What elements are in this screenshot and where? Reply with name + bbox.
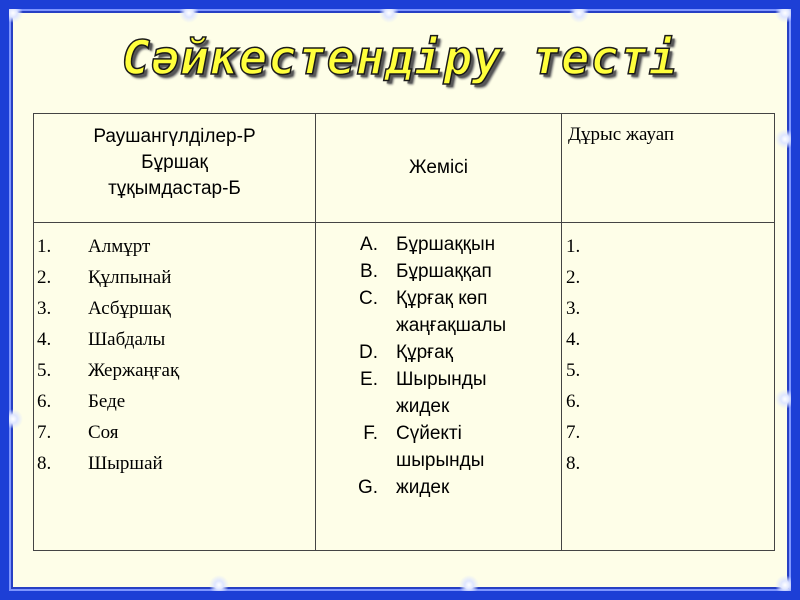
- list-item: [316, 366, 561, 393]
- option-letter: C.: [359, 288, 378, 309]
- list-item: [316, 339, 561, 366]
- list-item: [34, 262, 315, 293]
- answer-slot: [562, 417, 774, 448]
- answers-cell: [562, 223, 775, 551]
- fruit-name: жаңғақшалы: [396, 315, 507, 336]
- header-plant-families: [34, 114, 316, 223]
- sparkle-decoration: [209, 575, 229, 595]
- answer-number: 3.: [566, 298, 581, 319]
- list-item: [34, 417, 315, 448]
- fruits-cell: [316, 223, 562, 551]
- fruit-name: Құрғақ: [396, 342, 453, 363]
- sparkle-decoration: [775, 3, 795, 23]
- plant-name: Құлпынай: [88, 267, 172, 288]
- list-item: [34, 448, 315, 479]
- slide-title: Сәйкестендіру тесті: [121, 31, 679, 86]
- list-item-continuation: [316, 447, 561, 474]
- sparkle-decoration: [3, 409, 23, 429]
- answer-slot: [562, 448, 774, 479]
- list-item: [316, 474, 561, 501]
- answer-number: 7.: [566, 422, 581, 443]
- answer-list: [562, 223, 774, 479]
- fruit-name: Сүйекті: [396, 423, 462, 444]
- plant-list: [34, 223, 315, 479]
- table-header-row: [34, 114, 775, 223]
- answer-number: 2.: [566, 267, 581, 288]
- answer-slot: [562, 324, 774, 355]
- option-letter-blank: [316, 312, 396, 339]
- sparkle-decoration: [775, 389, 795, 409]
- answer-slot: [562, 231, 774, 262]
- answer-number: 8.: [566, 453, 581, 474]
- answer-number: 1.: [566, 236, 581, 257]
- item-number: 7.: [37, 422, 52, 443]
- plant-name: Беде: [88, 391, 126, 412]
- matching-table: [33, 113, 775, 551]
- plant-name: Соя: [88, 422, 119, 443]
- list-item: [34, 324, 315, 355]
- item-number: 2.: [37, 267, 52, 288]
- answer-slot: [562, 355, 774, 386]
- answer-slot: [562, 386, 774, 417]
- list-item: [34, 231, 315, 262]
- list-item: [34, 386, 315, 417]
- item-number: 5.: [37, 360, 52, 381]
- fruit-name: Шырынды: [396, 369, 487, 390]
- list-item-continuation: [316, 393, 561, 420]
- fruit-name: Құрғақ көп: [396, 288, 488, 309]
- sparkle-decoration: [775, 575, 795, 595]
- header-fruit: Жемісі: [316, 114, 562, 223]
- sparkle-decoration: [569, 3, 589, 23]
- list-item: [316, 285, 561, 312]
- fruit-list: [316, 223, 561, 501]
- header-line: тұқымдастар-Б: [108, 178, 241, 199]
- sparkle-decoration: [179, 3, 199, 23]
- list-item: [34, 355, 315, 386]
- answer-slot: [562, 262, 774, 293]
- header-correct-answer: Дұрыс жауап: [562, 114, 775, 223]
- list-item: [316, 231, 561, 258]
- answer-number: 4.: [566, 329, 581, 350]
- option-letter-blank: [316, 447, 396, 474]
- sparkle-decoration: [3, 3, 23, 23]
- plant-name: Асбұршақ: [88, 298, 171, 319]
- option-letter: G.: [357, 477, 378, 498]
- answer-number: 6.: [566, 391, 581, 412]
- list-item: [34, 293, 315, 324]
- item-number: 1.: [37, 236, 52, 257]
- item-number: 3.: [37, 298, 52, 319]
- list-item-continuation: [316, 312, 561, 339]
- fruit-name: жидек: [396, 396, 450, 417]
- item-number: 4.: [37, 329, 52, 350]
- header-line: Бұршақ: [141, 152, 208, 173]
- item-number: 6.: [37, 391, 52, 412]
- plant-name: Шыршай: [88, 453, 163, 474]
- item-number: 8.: [37, 453, 52, 474]
- header-line: Раушангүлділер-Р: [93, 126, 256, 147]
- option-letter: F.: [363, 423, 378, 444]
- plants-cell: [34, 223, 316, 551]
- plant-name: Жержаңғақ: [88, 360, 180, 381]
- sparkle-decoration: [775, 129, 795, 149]
- sparkle-decoration: [459, 575, 479, 595]
- plant-name: Алмұрт: [88, 236, 151, 257]
- table-body-row: [34, 223, 775, 551]
- fruit-name: Бұршаққын: [396, 234, 496, 255]
- answer-slot: [562, 293, 774, 324]
- option-letter-blank: [316, 393, 396, 420]
- answer-number: 5.: [566, 360, 581, 381]
- plant-name: Шабдалы: [88, 329, 166, 350]
- option-letter: B.: [360, 261, 378, 282]
- sparkle-decoration: [379, 3, 399, 23]
- fruit-name: Бұршаққап: [396, 261, 492, 282]
- fruit-name: жидек: [396, 477, 450, 498]
- list-item: [316, 258, 561, 285]
- option-letter: A.: [360, 234, 378, 255]
- fruit-name: шырынды: [396, 450, 485, 471]
- option-letter: D.: [359, 342, 378, 363]
- option-letter: E.: [360, 369, 378, 390]
- list-item: [316, 420, 561, 447]
